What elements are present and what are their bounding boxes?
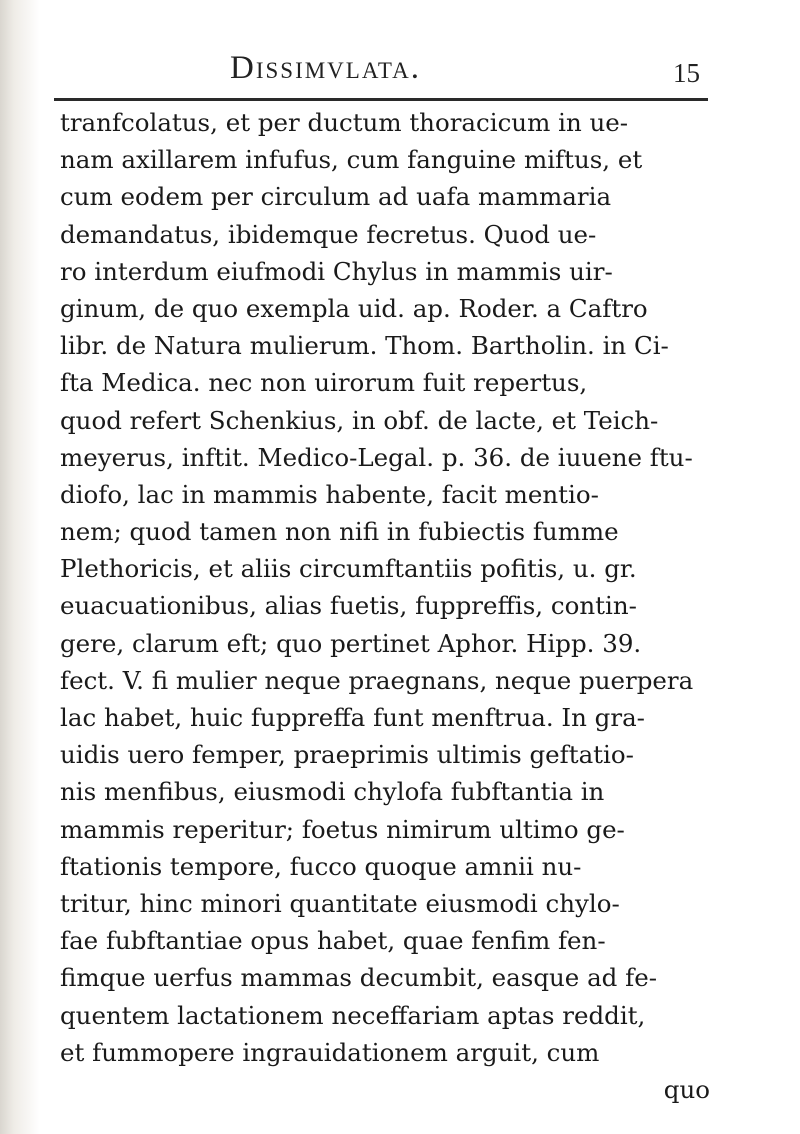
text-line: et fummopere ingrauidationem arguit, cum bbox=[60, 1037, 600, 1067]
body-text bbox=[60, 104, 720, 1108]
text-line: diofo, lac in mammis habente, facit mentio- bbox=[60, 479, 599, 509]
text-line: quod refert Schenkius, in obf. de lacte, et Teich- bbox=[60, 405, 659, 435]
text-line: euacuationibus, alias fuetis, fuppreffis, contin- bbox=[60, 591, 637, 621]
text-line: tritur, hinc minori quantitate eiusmodi chylo- bbox=[60, 888, 620, 918]
text-line: ro interdum eiufmodi Chylus in mammis uir- bbox=[60, 256, 613, 286]
text-line: Plethoricis, et aliis circumftantiis pofitis, u. gr. bbox=[60, 554, 637, 584]
text-line: fimque uerfus mammas decumbit, easque ad fe- bbox=[60, 963, 657, 993]
text-line: fta Medica. nec non uirorum fuit repertus, bbox=[60, 368, 588, 398]
page-header bbox=[230, 50, 700, 94]
text-line: meyerus, inftit. Medico-Legal. p. 36. de iuuene ftu- bbox=[60, 442, 693, 472]
text-line: cum eodem per circulum ad uafa mammaria bbox=[60, 182, 612, 212]
text-line: tranfcolatus, et per ductum thoracicum in ue- bbox=[60, 108, 629, 137]
text-line: uidis uero femper, praeprimis ultimis geftatio- bbox=[60, 740, 634, 770]
text-line: lac habet, huic fuppreffa funt menftrua. In gra- bbox=[60, 703, 645, 732]
text-line: libr. de Natura mulierum. Thom. Bartholin. in Ci- bbox=[60, 331, 669, 361]
catchword: quo bbox=[663, 1074, 710, 1104]
text-line: gere, clarum eft; quo pertinet Aphor. Hipp. 39. bbox=[60, 628, 642, 658]
text-line: nem; quod tamen non nifi in fubiectis fumme bbox=[60, 517, 619, 547]
text-line: quentem lactationem neceffariam aptas reddit, bbox=[60, 1000, 646, 1030]
text-line: fect. V. fi mulier neque praegnans, neque puerpera bbox=[60, 665, 694, 695]
header-rule bbox=[54, 98, 708, 101]
running-title: Dissimvlata. bbox=[230, 50, 421, 86]
text-line: nam axillarem infufus, cum fanguine miftus, et bbox=[60, 145, 643, 175]
text-line: fae fubftantiae opus habet, quae fenfim fen- bbox=[60, 926, 606, 956]
text-line: ftationis tempore, fucco quoque amnii nu- bbox=[60, 851, 582, 881]
text-line: demandatus, ibidemque fecretus. Quod ue- bbox=[60, 219, 597, 249]
page-number: 15 bbox=[673, 58, 700, 88]
text-line: mammis reperitur; foetus nimirum ultimo ge- bbox=[60, 814, 625, 844]
text-line: nis menfibus, eiusmodi chylofa fubftantia in bbox=[60, 777, 605, 807]
text-line: ginum, de quo exempla uid. ap. Roder. a Caftro bbox=[60, 293, 648, 323]
